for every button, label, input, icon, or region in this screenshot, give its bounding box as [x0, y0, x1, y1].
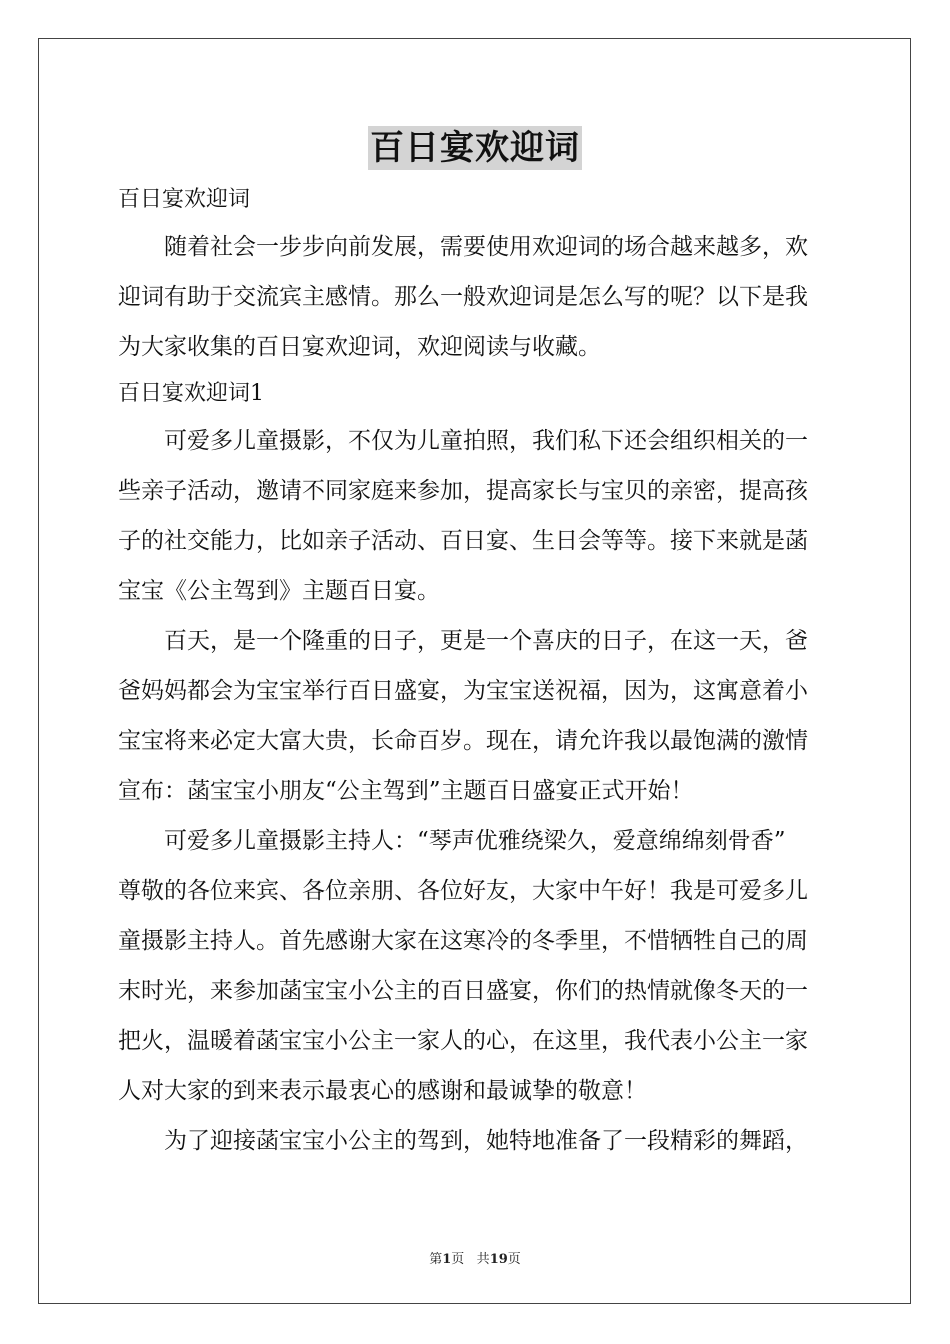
intro-line: 随着社会一步步向前发展，需要使用欢迎词的场合越来越多，欢 — [164, 234, 808, 260]
title-area — [0, 126, 950, 170]
paragraph-line: 宣布：菡宝宝小朋友“公主驾到”主题百日盛宴正式开始！ — [118, 778, 694, 804]
paragraph-line: 宝宝《公主驾到》主题百日宴。 — [118, 578, 440, 604]
paragraph-line: 人对大家的到来表示最衷心的感谢和最诚挚的敬意！ — [118, 1078, 647, 1104]
paragraph-line: 可爱多儿童摄影主持人：“琴声优雅绕梁久，爱意绵绵刻骨香” — [164, 828, 786, 854]
page-suffix: 页 — [451, 1252, 465, 1267]
page-number: 1 — [442, 1252, 452, 1267]
paragraph-line: 百天，是一个隆重的日子，更是一个喜庆的日子，在这一天，爸 — [164, 628, 808, 654]
paragraph-line: 宝宝将来必定大富大贵，长命百岁。现在，请允许我以最饱满的激情 — [118, 728, 808, 754]
total-suffix: 页 — [507, 1252, 521, 1267]
paragraph-line: 童摄影主持人。首先感谢大家在这寒冷的冬季里，不惜牺牲自己的周 — [118, 928, 808, 954]
intro-line: 为大家收集的百日宴欢迎词，欢迎阅读与收藏。 — [118, 334, 601, 360]
paragraph-line: 为了迎接菡宝宝小公主的驾到，她特地准备了一段精彩的舞蹈， — [164, 1128, 808, 1154]
document-body — [118, 178, 832, 1166]
paragraph-line: 些亲子活动，邀请不同家庭来参加，提高家长与宝贝的亲密，提高孩 — [118, 478, 808, 504]
paragraph-line: 把火，温暖着菡宝宝小公主一家人的心，在这里，我代表小公主一家 — [118, 1028, 808, 1054]
total-prefix: 共 — [476, 1252, 490, 1267]
page-footer — [0, 1248, 950, 1267]
document-subtitle: 百日宴欢迎词 — [118, 187, 251, 212]
intro-line: 迎词有助于交流宾主感情。那么一般欢迎词是怎么写的呢？以下是我 — [118, 284, 808, 310]
paragraph-line: 子的社交能力，比如亲子活动、百日宴、生日会等等。接下来就是菡 — [118, 528, 808, 554]
paragraph-line: 末时光，来参加菡宝宝小公主的百日盛宴，你们的热情就像冬天的一 — [118, 978, 808, 1004]
paragraph-line: 尊敬的各位来宾、各位亲朋、各位好友，大家中午好！我是可爱多儿 — [118, 878, 808, 904]
page-prefix: 第 — [429, 1252, 443, 1267]
paragraph-line: 可爱多儿童摄影，不仅为儿童拍照，我们私下还会组织相关的一 — [164, 428, 808, 454]
document-title: 百日宴欢迎词 — [370, 128, 580, 168]
paragraph-line: 爸妈妈都会为宝宝举行百日盛宴，为宝宝送祝福，因为，这寓意着小 — [118, 678, 808, 704]
section-heading: 百日宴欢迎词1 — [118, 381, 264, 406]
total-pages: 19 — [489, 1252, 508, 1267]
